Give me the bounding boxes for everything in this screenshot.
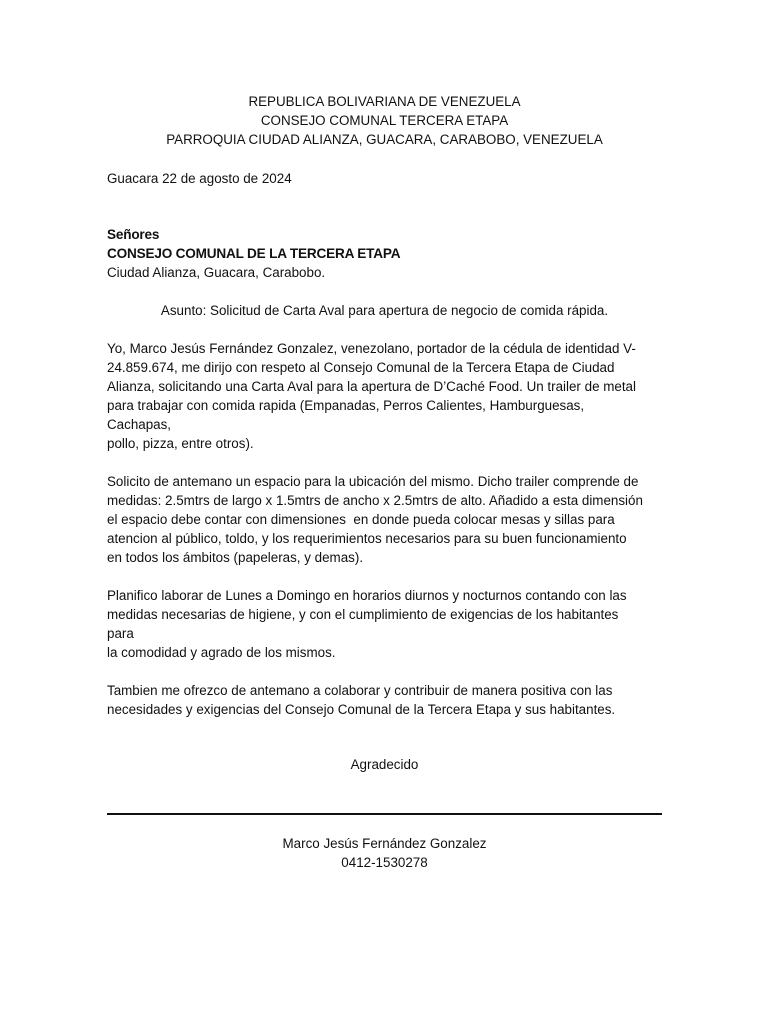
paragraph-line: Yo, Marco Jesús Fernández Gonzalez, venezolano, portador de la cédula de identidad V- — [107, 341, 636, 356]
recipient-location: Ciudad Alianza, Guacara, Carabobo. — [107, 265, 326, 280]
body-paragraph-request — [107, 339, 647, 453]
signature-name: Marco Jesús Fernández Gonzalez — [282, 836, 487, 851]
body-paragraph-space — [107, 472, 647, 567]
paragraph-line: medidas necesarias de higiene, y con el cumplimiento de exigencias de los habitantes para — [107, 607, 623, 641]
header-line-council: CONSEJO COMUNAL TERCERA ETAPA — [260, 113, 509, 128]
paragraph-line: atencion al público, toldo, y los requerimientos necesarios para su buen funcionamiento — [107, 531, 627, 546]
paragraph-line: Planifico laborar de Lunes a Domingo en horarios diurnos y nocturnos contando con las — [107, 588, 627, 603]
paragraph-line: Solicito de antemano un espacio para la ubicación del mismo. Dicho trailer comprende de — [107, 474, 639, 489]
paragraph-line: 24.859.674, me dirijo con respeto al Consejo Comunal de la Tercera Etapa de Ciudad — [107, 360, 615, 375]
paragraph-line: medidas: 2.5mtrs de largo x 1.5mtrs de ancho x 2.5mtrs de alto. Añadido a esta dimensión — [107, 493, 643, 508]
paragraph-line: la comodidad y agrado de los mismos. — [107, 645, 336, 660]
signature-line — [107, 813, 662, 815]
header-line-parish: PARROQUIA CIUDAD ALIANZA, GUACARA, CARABOBO, VENEZUELA — [166, 132, 603, 147]
body-paragraph-schedule — [107, 586, 647, 662]
recipient-organization: CONSEJO COMUNAL DE LA TERCERA ETAPA — [107, 246, 401, 261]
paragraph-line: pollo, pizza, entre otros). — [107, 436, 254, 451]
letter-date: Guacara 22 de agosto de 2024 — [107, 171, 292, 186]
paragraph-line: necesidades y exigencias del Consejo Comunal de la Tercera Etapa y sus habitantes. — [107, 702, 616, 717]
paragraph-line: Tambien me ofrezco de antemano a colaborar y contribuir de manera positiva con las — [107, 683, 613, 698]
body-paragraph-commitment — [107, 681, 647, 719]
paragraph-line: el espacio debe contar con dimensiones en donde pueda colocar mesas y sillas para — [107, 512, 615, 527]
letter-closing: Agradecido — [350, 757, 419, 772]
signature-phone: 0412-1530278 — [341, 855, 428, 870]
header-line-republic: REPUBLICA BOLIVARIANA DE VENEZUELA — [248, 94, 521, 109]
letter-body — [107, 92, 662, 774]
letter-subject: Asunto: Solicitud de Carta Aval para apertura de negocio de comida rápida. — [160, 303, 609, 318]
recipient-block — [107, 225, 662, 282]
letter-header — [107, 92, 662, 149]
recipient-salutation: Señores — [107, 227, 160, 242]
paragraph-line: para trabajar con comida rapida (Empanadas, Perros Calientes, Hamburguesas, Cachapas, — [107, 398, 588, 432]
signature-block — [107, 834, 662, 872]
paragraph-line: Alianza, solicitando una Carta Aval para la apertura de D’Caché Food. Un trailer de metal — [107, 379, 636, 394]
paragraph-line: en todos los ámbitos (papeleras, y demas). — [107, 550, 364, 565]
